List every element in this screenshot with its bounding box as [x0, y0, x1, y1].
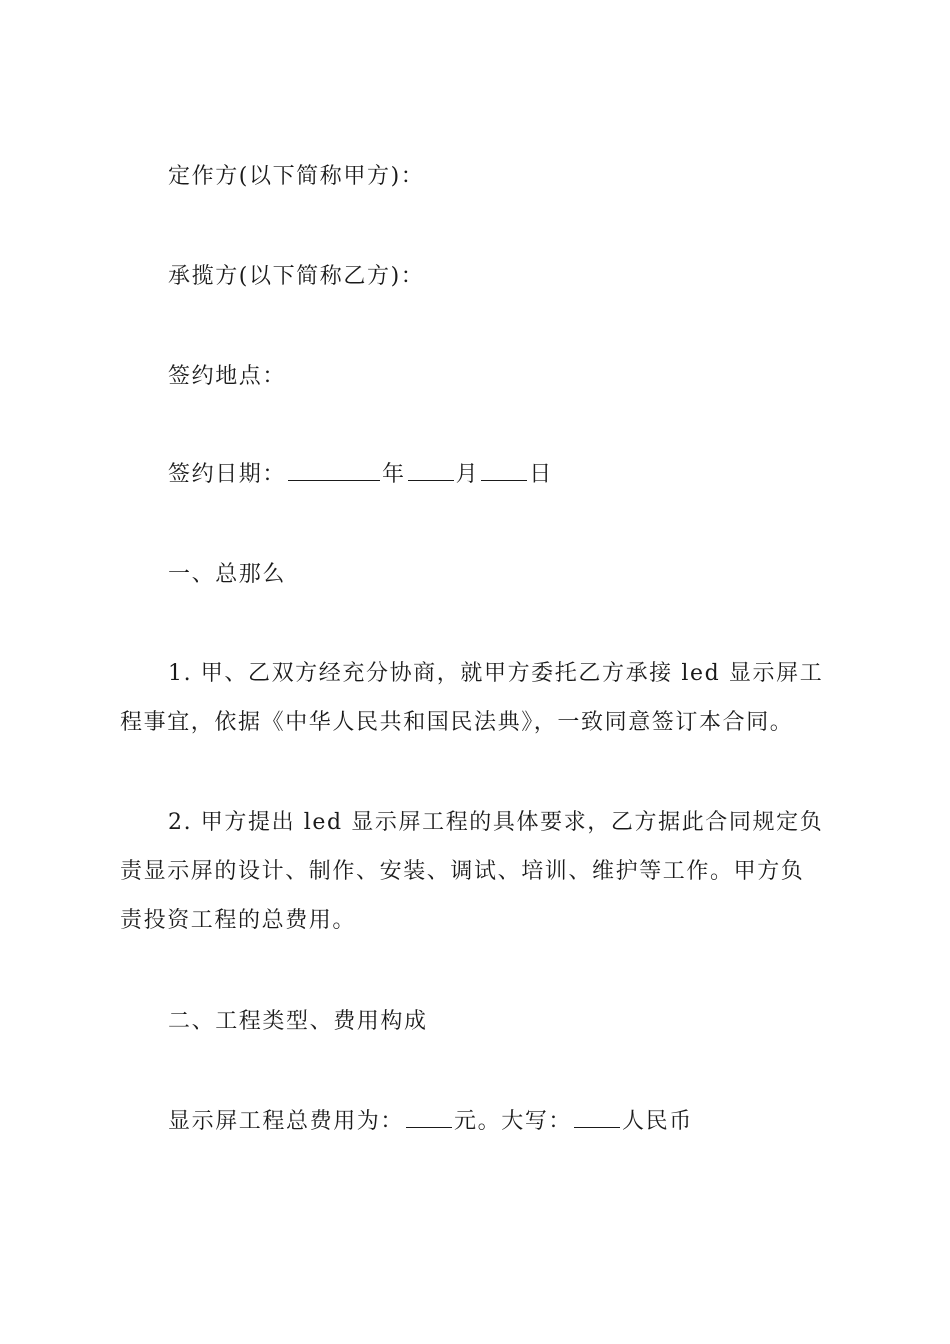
clause2-line3: 责投资工程的总费用。 — [120, 908, 357, 933]
clause2-line1: 2. 甲方提出 led 显示屏工程的具体要求，乙方据此合同规定负 — [168, 810, 824, 835]
month-label: 月 — [455, 462, 480, 487]
year-blank — [288, 460, 380, 481]
section1-heading: 一、总那么 — [168, 562, 287, 587]
contract-page — [120, 0, 835, 1344]
clause2-line2: 责显示屏的设计、制作、安装、调试、培训、维护等工作。甲方负 — [120, 859, 805, 884]
sign-date-line — [168, 460, 553, 490]
amount-words-blank — [574, 1107, 620, 1128]
section2-heading: 二、工程类型、费用构成 — [168, 1009, 428, 1034]
party-a-line: 定作方(以下简称甲方)： — [168, 164, 425, 189]
day-blank — [481, 460, 527, 481]
total-fee-currency: 人民币 — [622, 1109, 693, 1134]
year-label: 年 — [382, 462, 406, 487]
total-fee-line — [168, 1107, 693, 1137]
amount-blank — [406, 1107, 452, 1128]
sign-date-label: 签约日期： — [168, 462, 287, 487]
day-label: 日 — [529, 462, 553, 487]
total-fee-unit: 元。大写： — [454, 1109, 573, 1134]
clause1-line2: 程事宜，依据《中华人民共和国民法典》，一致同意签订本合同。 — [120, 710, 794, 735]
month-blank — [408, 460, 454, 481]
party-b-line: 承揽方(以下简称乙方)： — [168, 264, 425, 289]
total-fee-label: 显示屏工程总费用为： — [168, 1109, 405, 1134]
sign-place-line: 签约地点： — [168, 364, 287, 389]
clause1-line1: 1. 甲、乙双方经充分协商，就甲方委托乙方承接 led 显示屏工 — [168, 661, 824, 686]
